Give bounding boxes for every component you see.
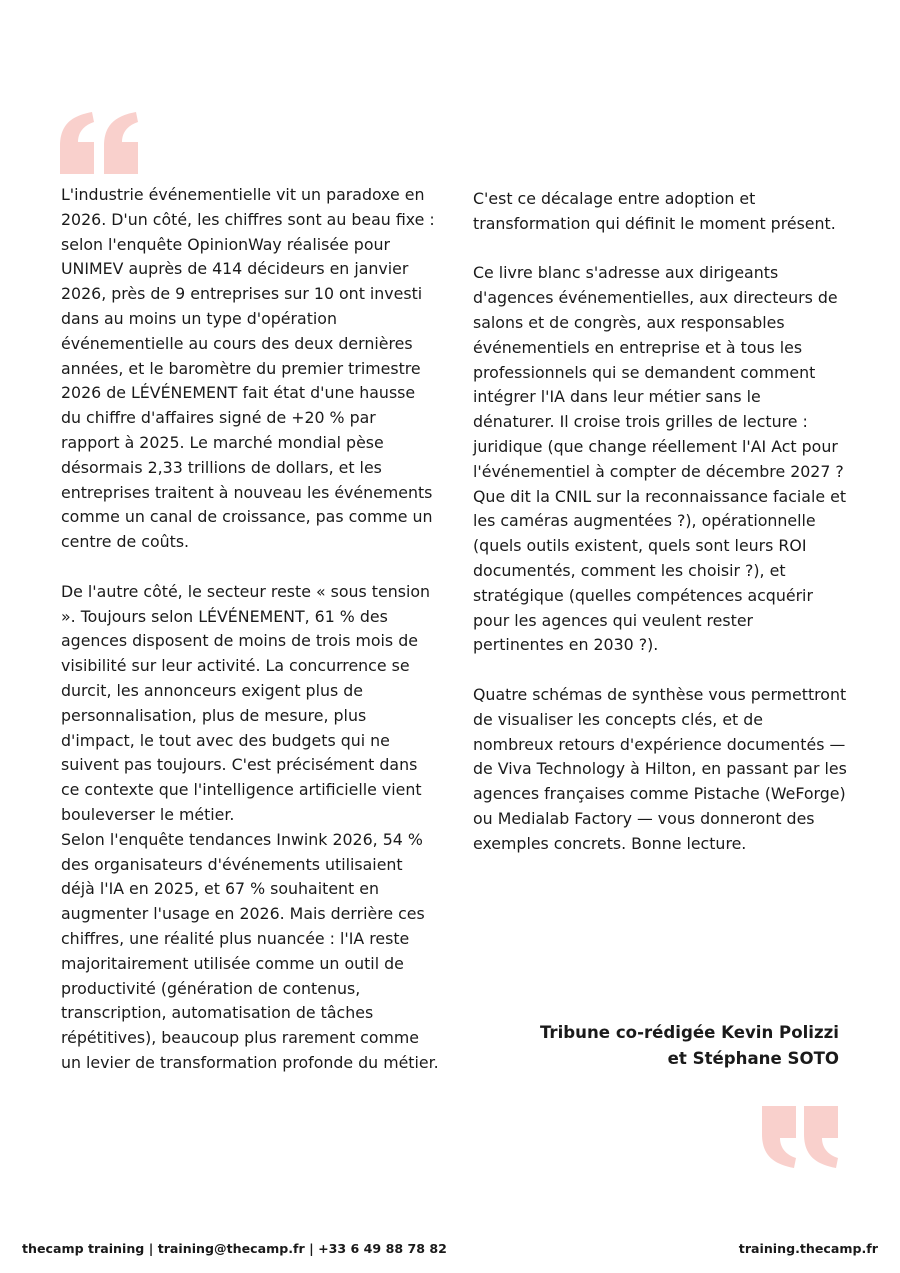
signature-line-2: et Stéphane SOTO: [667, 1049, 839, 1068]
signature: [459, 1020, 839, 1072]
closing-paragraph: Quatre schémas de synthèse vous permettront de visualiser les concepts clés, et de nombreux retours d'expérience documentés — de Viva Technology à Hilton, en passant par les agences françaises comme Pistache (WeForge) ou Medialab Factory — vous donneront des exemples concrets. Bonne lecture.: [473, 684, 847, 853]
audience-paragraph: Ce livre blanc s'adresse aux dirigeants d'agences événementielles, aux directeurs de salons et de congrès, aux responsables événementiels en entreprise et à tous les professionnels qui se demandent comment intégrer l'IA dans leur métier sans le dénaturer. Il croise trois grilles de lecture : juridique (que change réellement l'AI Act pour l'événementiel à compter de décembre 2027 ? Que dit la CNIL sur la reconnaissance faciale et les caméras augmentées ?), opérationnelle (quels outils existent, quels sont leurs ROI documentés, comment les choisir ?), et stratégique (quelles compétences acquérir pour les agences qui veulent rester pertinentes en 2030 ?).: [473, 263, 847, 655]
survey-paragraph: Selon l'enquête tendances Inwink 2026, 54 % des organisateurs d'événements utilisaient déjà l'IA en 2025, et 67 % souhaitent en augmenter l'usage en 2026. Mais derrière ces chiffres, une réalité plus nuancée : l'IA reste majoritairement utilisée comme un outil de productivité (génération de contenus, transcription, automatisation de tâches répétitives), beaucoup plus rarement comme un levier de transformation profonde du métier.: [61, 829, 439, 1072]
left-column: [61, 183, 439, 1076]
gap-paragraph: C'est ce décalage entre adoption et transformation qui définit le moment présent.: [473, 189, 836, 233]
footer-contact: thecamp training | training@thecamp.fr | +33 6 49 88 78 82: [22, 1241, 447, 1256]
signature-line-1: Tribune co-rédigée Kevin Polizzi: [539, 1023, 839, 1042]
right-column: [473, 187, 847, 857]
footer: [22, 1241, 878, 1256]
open-quote-icon: [58, 112, 142, 174]
tension-paragraph: De l'autre côté, le secteur reste « sous tension ». Toujours selon LÉVÉNEMENT, 61 % des agences disposent de moins de trois mois de visibilité sur leur activité. La concurrence se durcit, les annonceurs exigent plus de personnalisation, plus de mesure, plus d'impact, le tout avec des budgets qui ne suivent pas toujours. C'est précisément dans ce contexte que l'intelligence artificielle vient bouleverser le métier.: [61, 581, 431, 824]
footer-website-link[interactable]: training.thecamp.fr: [738, 1241, 878, 1256]
intro-paragraph: L'industrie événementielle vit un paradoxe en 2026. D'un côté, les chiffres sont au beau fixe : selon l'enquête OpinionWay réalisée pour UNIMEV auprès de 414 décideurs en janvier 2026, près de 9 entreprises sur 10 ont investi dans au moins un type d'opération événementielle au cours des deux dernières années, et le baromètre du premier trimestre 2026 de LÉVÉNEMENT fait état d'une hausse du chiffre d'affaires signé de +20 % par rapport à 2025. Le marché mondial pèse désormais 2,33 trillions de dollars, et les entreprises traitent à nouveau les événements comme un canal de croissance, pas comme un centre de coûts.: [61, 185, 435, 552]
close-quote-icon: [758, 1106, 842, 1168]
